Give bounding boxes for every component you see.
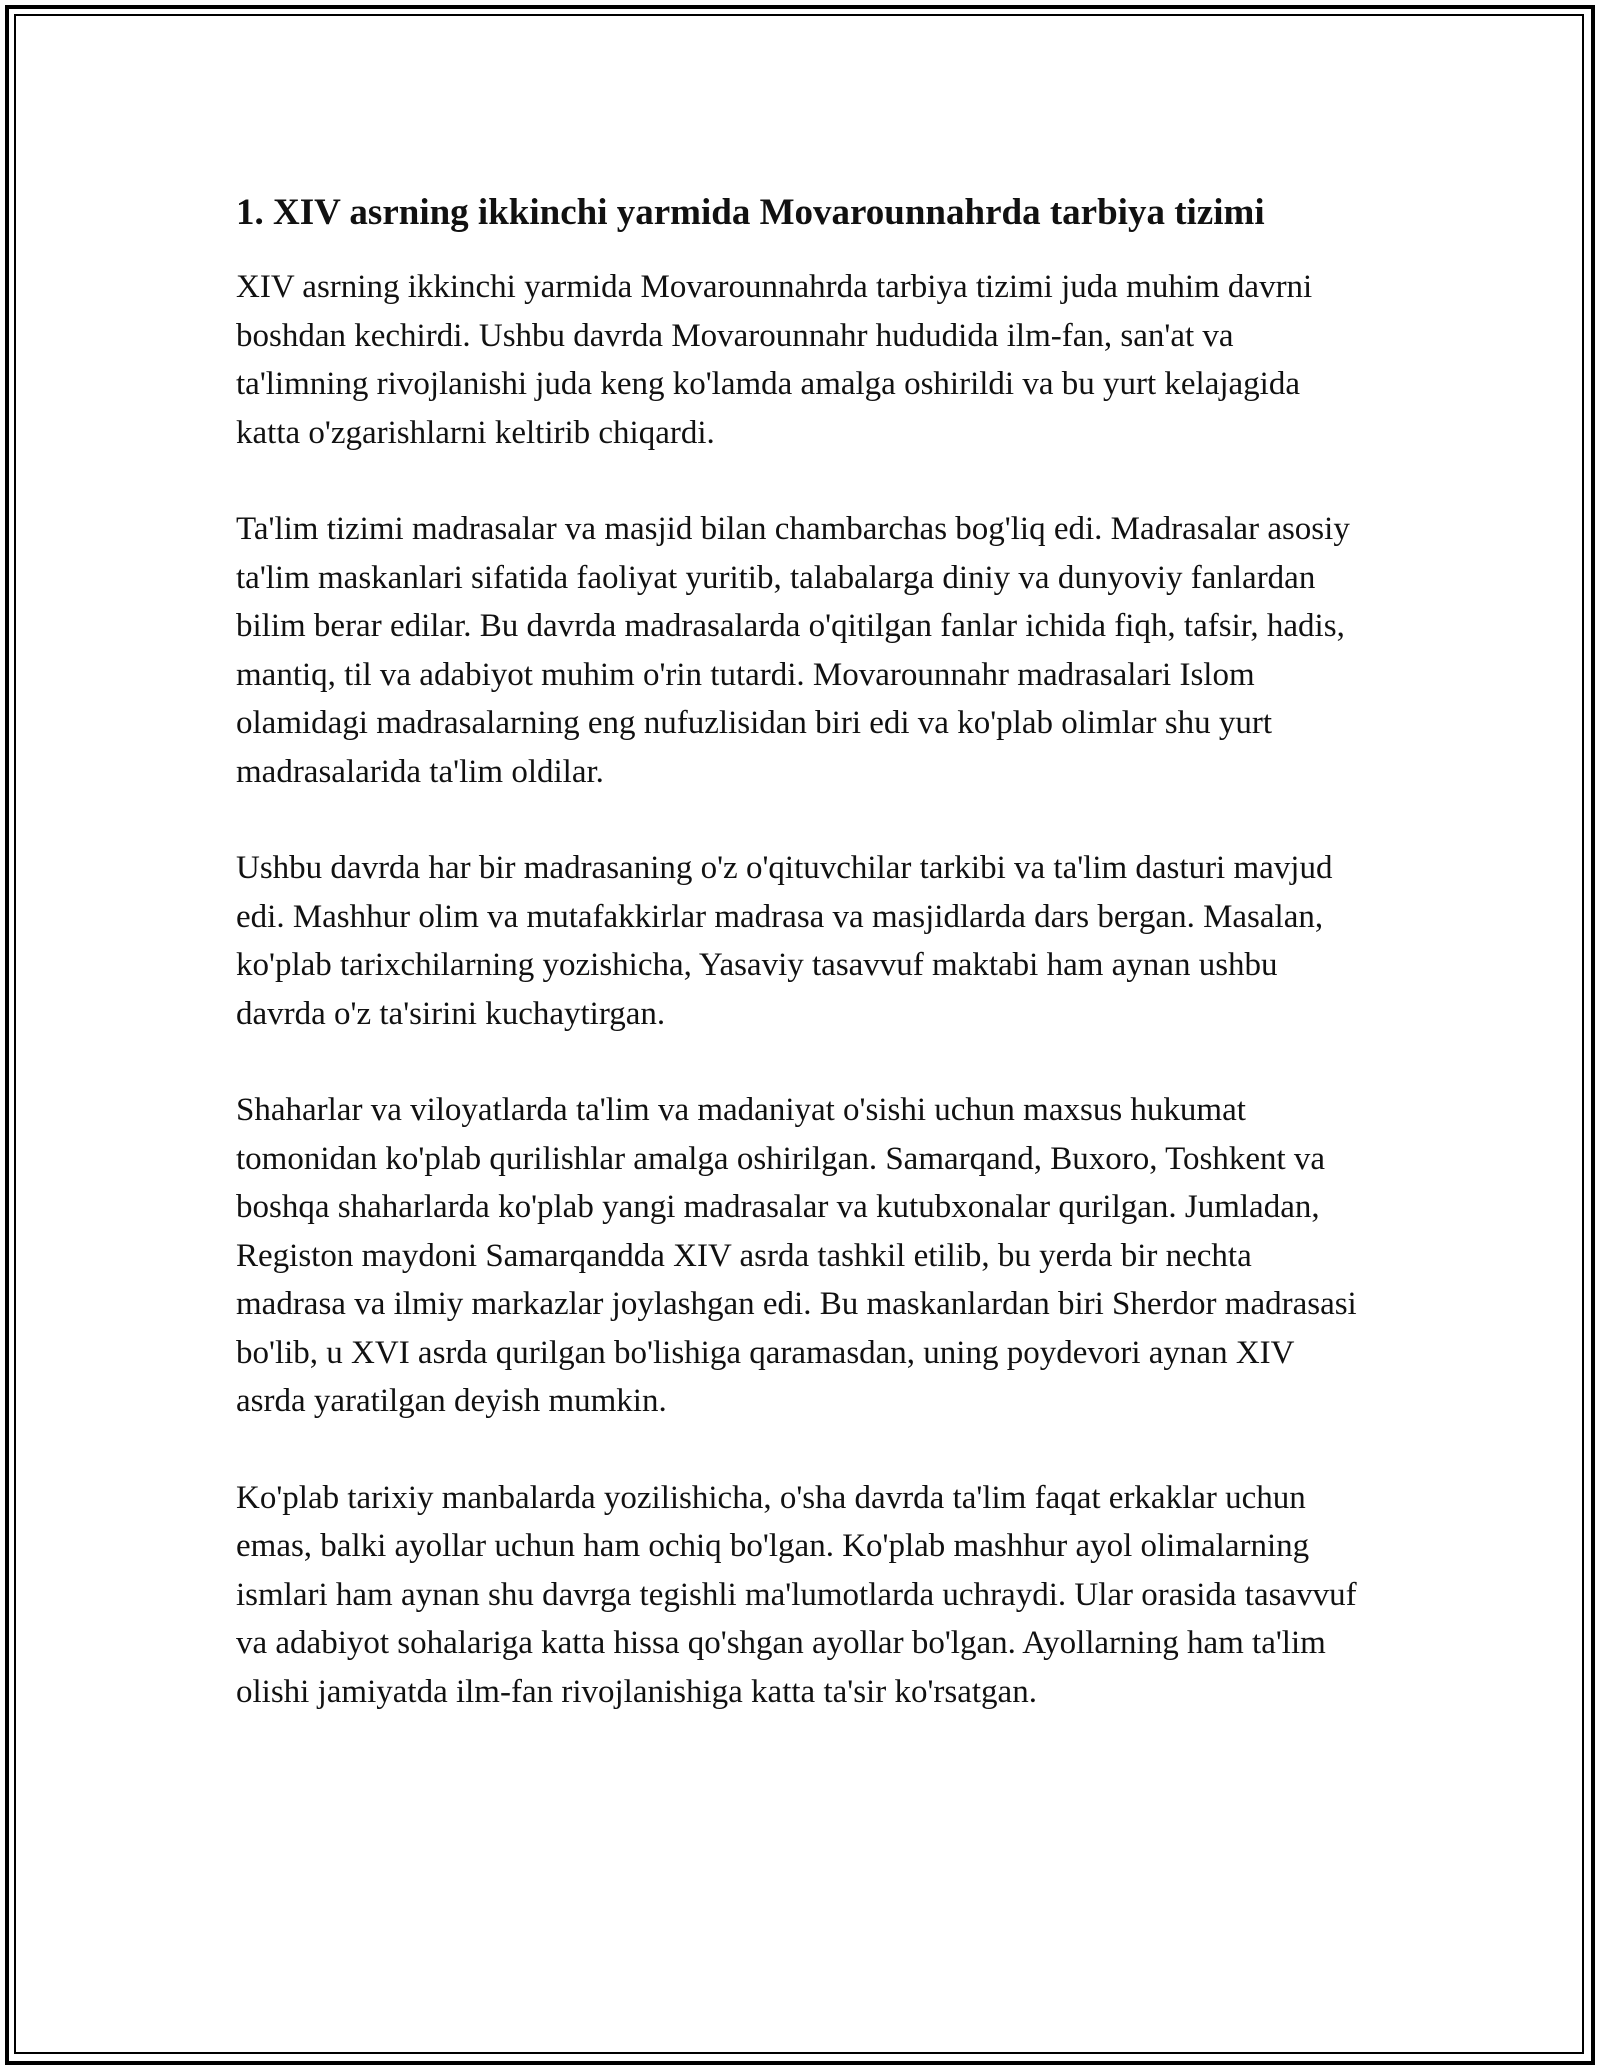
section-heading: 1. XIV asrning ikkinchi yarmida Movarounnahrda tarbiya tizimi <box>236 192 1265 233</box>
paragraph-3: Ushbu davrda har bir madrasaning o'z o'qituvchilar tarkibi va ta'lim dasturi mavjud edi. Mashhur olim va mutafakkirlar madrasa va masjidlarda dars bergan. Masalan, ko'plab tarixchilarning yozishicha, Yasaviy tasavvuf maktabi ham aynan ushbu davrda o'z ta'sirini kuchaytirgan. <box>236 850 1333 1032</box>
paragraph-1: XIV asrning ikkinchi yarmida Movarounnahrda tarbiya tizimi juda muhim davrni boshdan kechirdi. Ushbu davrda Movarounnahr hududida ilm-fan, san'at va ta'limning rivojlanishi juda keng ko'lamda amalga oshirildi va bu yurt kelajagida katta o'zgarishlarni keltirib chiqardi. <box>236 269 1313 451</box>
paragraph-4: Shaharlar va viloyatlarda ta'lim va madaniyat o'sishi uchun maxsus hukumat tomonidan ko'plab qurilishlar amalga oshirilgan. Samarqand, Buxoro, Toshkent va boshqa shaharlarda ko'plab yangi madrasalar va kutubxonalar qurilgan. Jumladan, Registon maydoni Samarqandda XIV asrda tashkil etilib, bu yerda bir nechta madrasa va ilmiy markazlar joylashgan edi. Bu maskanlardan biri Sherdor madrasasi bo'lib, u XVI asrda qurilgan bo'lishiga qaramasdan, uning poydevori aynan XIV asrda yaratilgan deyish mumkin. <box>236 1092 1357 1419</box>
paragraph-2: Ta'lim tizimi madrasalar va masjid bilan chambarchas bog'liq edi. Madrasalar asosiy ta'lim maskanlari sifatida faoliyat yuritib, talabalarga diniy va dunyoviy fanlardan bilim berar edilar. Bu davrda madrasalarda o'qitilgan fanlar ichida fiqh, tafsir, hadis, mantiq, til va adabiyot muhim o'rin tutardi. Movarounnahr madrasalari Islom olamidagi madrasalarning eng nufuzlisidan biri edi va ko'plab olimlar shu yurt madrasalarida ta'lim oldilar. <box>236 511 1350 790</box>
paragraph-5: Ko'plab tarixiy manbalarda yozilishicha, o'sha davrda ta'lim faqat erkaklar uchun emas, balki ayollar uchun ham ochiq bo'lgan. Ko'plab mashhur ayol olimalarning ismlari ham aynan shu davrga tegishli ma'lumotlarda uchraydi. Ular orasida tasavvuf va adabiyot sohalariga katta hissa qo'shgan ayollar bo'lgan. Ayollarning ham ta'lim olishi jamiyatda ilm-fan rivojlanishiga katta ta'sir ko'rsatgan. <box>236 1479 1357 1710</box>
document-body <box>236 185 1366 1764</box>
